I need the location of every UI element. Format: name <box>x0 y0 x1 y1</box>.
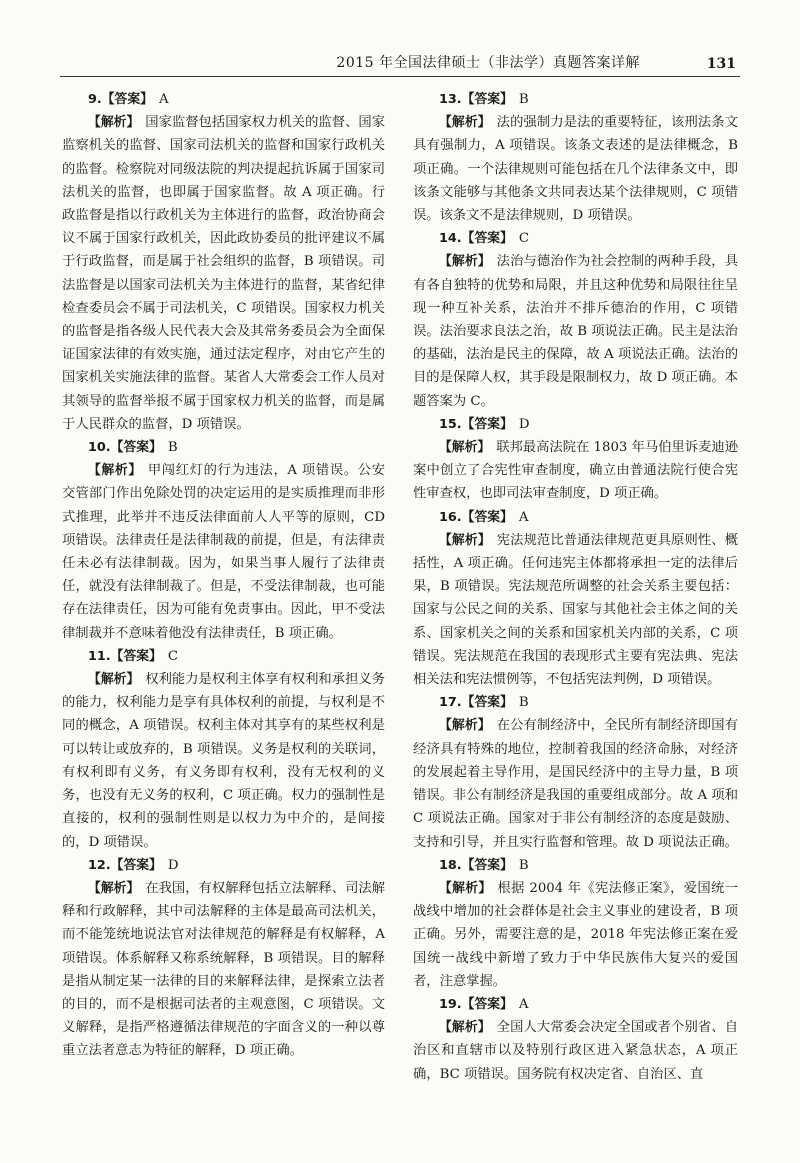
explanation-text: 联邦最高法院在 1803 年马伯里诉麦迪逊案中创立了合宪性审查制度，确立由普通法院行使合宪性审查权，也即司法审查制度，D 项正确。 <box>413 440 738 502</box>
explanation <box>413 529 738 691</box>
answer-letter: C <box>167 648 179 664</box>
header-title: 2015 年全国法律硕士（非法学）真题答案详解 <box>336 55 640 71</box>
explanation-text: 法治与德治作为社会控制的两种手段，具有各自独特的优势和局限，并且这种优势和局限往往呈现一种互补关系，法治并不排斥德治的作用，C 项错误。法治要求良法之治，故 B 项说法正确。民主是法治的基础，法治是民主的保障，故 A 项说法正确。法治的目的是保障人权，其手段是限制权力，故 D 项正确。本题答案为 C。 <box>413 254 739 409</box>
question-12 <box>62 854 385 1063</box>
explanation <box>62 668 385 854</box>
explanation <box>62 877 385 1063</box>
answer-tag: 17.【答案】 <box>439 695 513 711</box>
answer-tag: 14.【答案】 <box>439 231 513 247</box>
explanation-tag: 【解析】 <box>439 718 491 734</box>
answer-letter: A <box>518 509 529 525</box>
explanation-tag: 【解析】 <box>439 254 491 270</box>
explanation-tag: 【解析】 <box>88 463 142 479</box>
explanation-text: 甲闯红灯的行为违法，A 项错误。公安交管部门作出免除处罚的决定运用的是实质推理而非形式推理，此举并不违反法律面前人人平等的原则，CD 项错误。法律责任是法律制裁的前提，但是，有法律责任未必有法律制裁。因为，如果当事人履行了法律责任，就没有法律制裁了。但是，不受法律制裁，也可能存在法律责任，因为可能有免责事由。因此，甲不受法律制裁并不意味着他没有法律责任，B 项正确。 <box>62 463 385 641</box>
explanation <box>413 1016 738 1086</box>
question-13 <box>413 88 738 227</box>
explanation-tag: 【解析】 <box>88 115 140 131</box>
explanation-text: 国家监督包括国家权力机关的监督、国家监察机关的监督、国家司法机关的监督和国家行政机关的监督。检察院对同级法院的判决提起抗诉属于国家司法机关的监督，也即属于国家监督。故 A 项正确。行政监督是指以行政机关为主体进行的监督，政治协商会议不属于国家行政机关，因此政协委员的批评建议不属于行政监督，而是属于社会组织的监督，B 项错误。司法监督是以国家司法机关为主体进行的监督，某省纪律检查委员会不属于司法机关，C 项错误。国家权力机关的监督是指各级人民代表大会及其常务委员会为全面保证国家法律的有效实施，通过法定程序，对由它产生的国家机关实施法律的监督。某省人大常委会工作人员对其领导的监督举报不属于国家权力机关的监督，而是属于人民群众的监督，D 项错误。 <box>62 115 386 432</box>
answer-tag: 10.【答案】 <box>88 440 162 456</box>
explanation-tag: 【解析】 <box>439 440 491 456</box>
answer-letter: C <box>518 231 530 247</box>
explanation-text: 在我国，有权解释包括立法解释、司法解释和行政解释，其中司法解释的主体是最高司法机关，而不能笼统地说法官对法律规范的解释是有权解释，A 项错误。体系解释又称系统解释，B 项错误。目的解释是指从制定某一法律的目的来解释法律，是探索立法者的目的，而不是根据司法者的主观意图，C 项错误。文义解释，是指严格遵循法律规范的字面含义的一种以尊重立法者意志为特征的解释，D 项正确。 <box>62 880 386 1059</box>
answer-tag: 16.【答案】 <box>439 509 513 525</box>
explanation <box>413 436 738 506</box>
explanation-tag: 【解析】 <box>439 880 492 896</box>
explanation-text: 根据 2004 年《宪法修正案》，爱国统一战线中增加的社会群体是社会主义事业的建设者，B 项正确。另外，需要注意的是，2018 年宪法修正案在爱国统一战线中新增了致力于中华民族伟大复兴的爱国者，注意掌握。 <box>413 880 738 989</box>
running-header <box>60 52 740 77</box>
explanation <box>62 111 385 436</box>
answer-letter: B <box>518 92 529 107</box>
answer-line <box>413 227 738 250</box>
question-14 <box>413 227 738 413</box>
page-number: 131 <box>706 56 736 72</box>
answer-line <box>413 506 738 529</box>
answer-line <box>62 436 385 459</box>
question-15 <box>413 413 738 506</box>
explanation-text: 权利能力是权利主体享有权利和承担义务的能力，权利能力是享有具体权利的前提，与权利是不同的概念，A 项错误。权利主体对其享有的某些权利是可以转让或放弃的，B 项错误。义务是权利的关联词，有权利即有义务，有义务即有权利，没有无权利的义务，也没有无义务的权利，C 项正确。权力的强制性是直接的，权利的强制性则是以权力为中介的，是间接的，D 项错误。 <box>62 672 386 850</box>
explanation <box>62 459 385 645</box>
explanation-tag: 【解析】 <box>439 532 491 548</box>
answer-line <box>62 854 385 877</box>
answer-tag: 15.【答案】 <box>439 416 513 432</box>
answer-line <box>413 993 738 1016</box>
answer-line <box>413 854 738 877</box>
explanation <box>413 250 738 412</box>
answer-letter: A <box>158 92 169 107</box>
answer-letter: B <box>518 857 529 873</box>
answer-tag: 9.【答案】 <box>88 92 153 107</box>
answer-tag: 11.【答案】 <box>88 648 162 664</box>
answer-letter: B <box>167 440 178 456</box>
explanation-tag: 【解析】 <box>439 115 491 131</box>
answer-tag: 18.【答案】 <box>439 857 513 873</box>
answer-line <box>413 88 738 111</box>
question-11 <box>62 645 385 854</box>
explanation-tag: 【解析】 <box>439 1020 491 1036</box>
explanation-tag: 【解析】 <box>88 880 140 896</box>
question-18 <box>413 854 738 993</box>
question-10 <box>62 436 385 645</box>
question-16 <box>413 506 738 692</box>
explanation-text: 宪法规范比普通法律规范更具原则性、概括性，A 项正确。任何违宪主体都将承担一定的法律后果，B 项错误。宪法规范所调整的社会关系主要包括：国家与公民之间的关系、国家与其他社会主体之间的关系、国家机关之间的关系和国家机关内部的关系，C 项错误。宪法规范在我国的表现形式主要有宪法典、宪法相关法和宪法惯例等，不包括宪法判例，D 项错误。 <box>413 532 739 688</box>
explanation-text: 法的强制力是法的重要特征，该刑法条文具有强制力，A 项错误。该条文表述的是法律概念，B 项正确。一个法律规则可能包括在几个法律条文中，即该条文能够与其他条文共同表达某个法律规则，C 项错误。该条文不是法律规则，D 项错误。 <box>413 115 739 224</box>
answer-letter: D <box>167 857 179 873</box>
answer-letter: D <box>518 416 530 432</box>
answer-line <box>62 645 385 668</box>
explanation <box>413 111 738 227</box>
answer-line <box>62 88 385 111</box>
answer-line <box>413 413 738 436</box>
answer-tag: 19.【答案】 <box>439 996 513 1012</box>
explanation-tag: 【解析】 <box>88 672 140 688</box>
explanation-text: 在公有制经济中，全民所有制经济即国有经济具有特殊的地位，控制着我国的经济命脉，对经济的发展起着主导作用，是国民经济中的主导力量，B 项错误。非公有制经济是我国的重要组成部分。故 A 项和 C 项说法正确。国家对于非公有制经济的态度是鼓励、支持和引导，并且实行监督和管理。故 D 项说法正确。 <box>413 718 739 850</box>
right-column <box>413 88 738 1086</box>
answer-line <box>413 691 738 714</box>
answer-letter: B <box>518 695 529 711</box>
question-17 <box>413 691 738 853</box>
question-9 <box>62 88 385 436</box>
question-19 <box>413 993 738 1086</box>
answer-letter: A <box>518 996 529 1012</box>
explanation <box>413 714 738 853</box>
explanation <box>413 877 738 993</box>
answer-tag: 12.【答案】 <box>88 857 162 873</box>
left-column <box>62 88 385 1063</box>
explanation-text: 全国人大常委会决定全国或者个别省、自治区和直辖市以及特别行政区进入紧急状态，A 项正确，BC 项错误。国务院有权决定省、自治区、直 <box>413 1020 739 1082</box>
answer-tag: 13.【答案】 <box>439 92 513 107</box>
